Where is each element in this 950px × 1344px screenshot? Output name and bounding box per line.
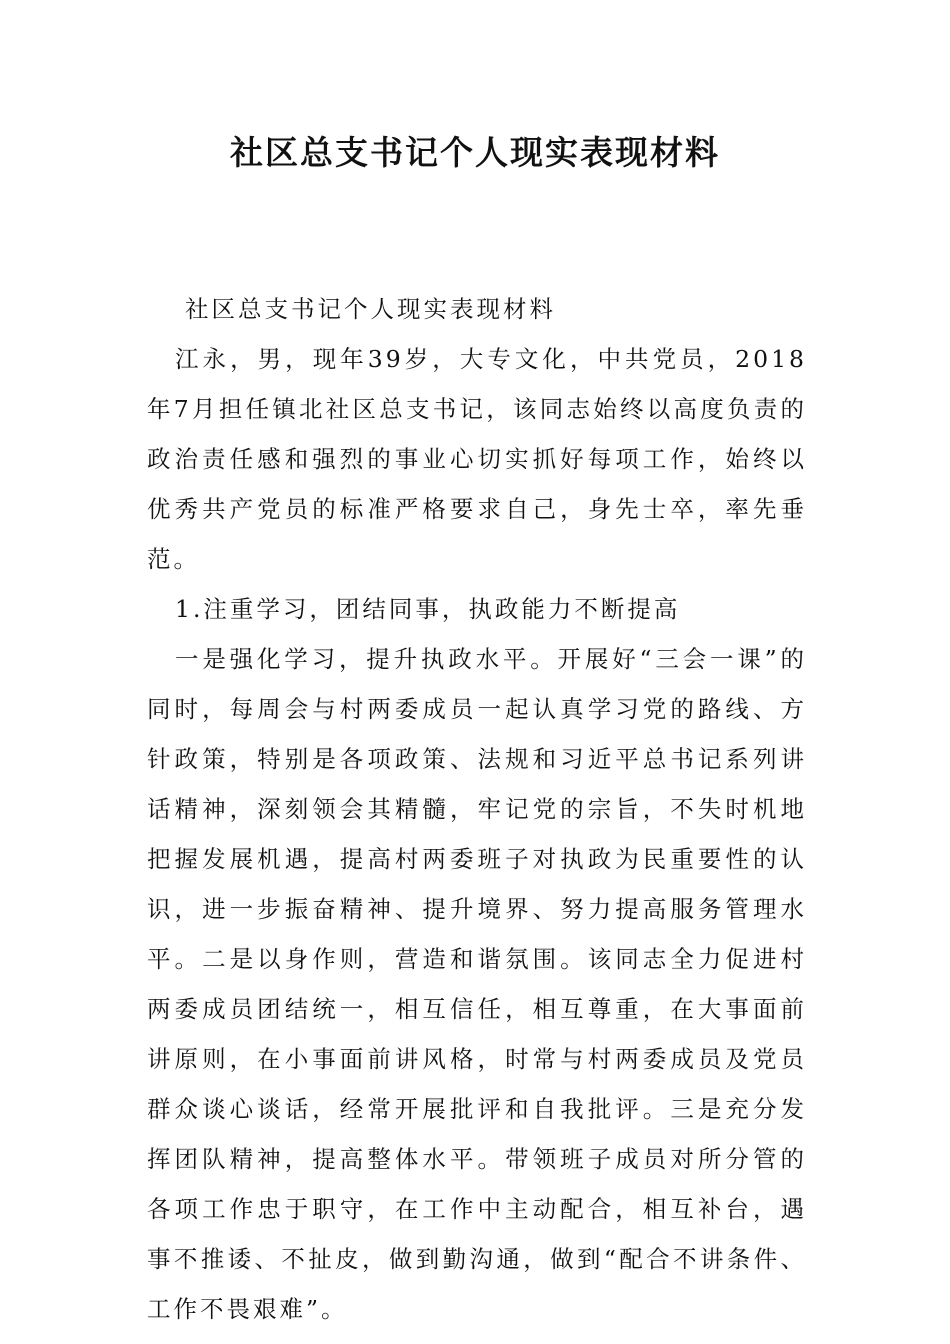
subtitle-paragraph: 社区总支书记个人现实表现材料 bbox=[185, 295, 556, 323]
document-body bbox=[147, 284, 807, 1334]
body-paragraph: 一是强化学习，提升执政水平。开展好“三会一课”的同时，每周会与村两委成员一起认真学习党的路线、方针政策，特别是各项政策、法规和习近平总书记系列讲话精神，深刻领会其精髓，牢记党的宗旨，不失时机地把握发展机遇，提高村两委班子对执政为民重要性的认识，进一步振奋精神、提升境界、努力提高服务管理水平。二是以身作则，营造和谐氛围。该同志全力促进村两委成员团结统一，相互信任，相互尊重，在大事面前讲原则，在小事面前讲风格，时常与村两委成员及党员群众谈心谈话，经常开展批评和自我批评。三是充分发挥团队精神，提高整体水平。带领班子成员对所分管的各项工作忠于职守，在工作中主动配合，相互补台，遇事不推诿、不扯皮，做到勤沟通，做到“配合不讲条件、工作不畏艰难”。 bbox=[147, 645, 807, 1323]
document-title: 社区总支书记个人现实表现材料 bbox=[230, 133, 720, 172]
section-heading: 1.注重学习，团结同事，执政能力不断提高 bbox=[175, 595, 681, 623]
intro-paragraph: 江永，男，现年39岁，大专文化，中共党员，2018年7月担任镇北社区总支书记，该同志始终以高度负责的政治责任感和强烈的事业心切实抓好每项工作，始终以优秀共产党员的标准严格要求自己，身先士卒，率先垂范。 bbox=[147, 345, 807, 573]
